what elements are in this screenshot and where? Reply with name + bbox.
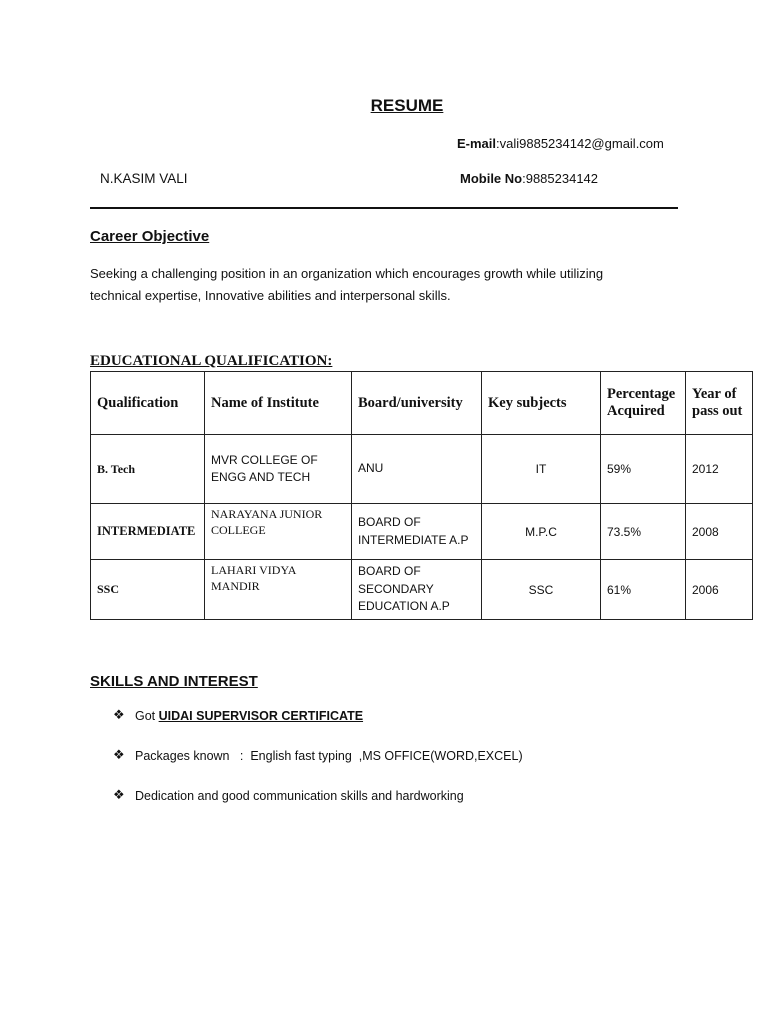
email-value: :vali9885234142@gmail.com <box>496 136 664 151</box>
row-year: 2012 <box>686 435 753 504</box>
header-percentage-line-2: Acquired <box>607 403 665 419</box>
mobile-value: :9885234142 <box>522 171 599 186</box>
institute-line-1: MVR COLLEGE OF <box>211 452 318 467</box>
mobile-label: Mobile No <box>460 171 523 186</box>
header-percentage <box>601 372 686 435</box>
row-qualification: INTERMEDIATE <box>91 504 205 560</box>
skill-text <box>135 709 363 723</box>
board-line-2: INTERMEDIATE A.P <box>358 532 469 547</box>
objective-line-2: technical expertise, Innovative abilities and interpersonal skills. <box>90 288 451 303</box>
table-row <box>91 560 753 620</box>
row-year: 2006 <box>686 560 753 620</box>
institute-line-2: ENGG AND TECH <box>211 470 311 484</box>
skill-text: Packages known : English fast typing ,MS OFFICE(WORD,EXCEL) <box>135 749 523 763</box>
row-percentage: 59% <box>601 435 686 504</box>
table-row <box>91 504 753 560</box>
skill-text: Dedication and good communication skills and hardworking <box>135 789 464 803</box>
header-board: Board/university <box>352 372 482 435</box>
row-percentage: 61% <box>601 560 686 620</box>
header-year-line-2: pass out <box>692 403 743 419</box>
skills-heading: SKILLS AND INTEREST <box>90 673 258 690</box>
row-subjects: SSC <box>482 560 601 620</box>
diamond-bullet-icon: ❖ <box>113 787 125 802</box>
row-subjects: IT <box>482 435 601 504</box>
row-year: 2008 <box>686 504 753 560</box>
email-label: E-mail <box>457 136 497 151</box>
header-year-line-1: Year of <box>692 386 737 402</box>
row-board: ANU <box>352 435 482 504</box>
header-qualification: Qualification <box>91 372 205 435</box>
certificate-name: UIDAI SUPERVISOR CERTIFICATE <box>158 709 364 723</box>
row-board <box>352 504 482 560</box>
institute-line-2: MANDIR <box>211 579 260 593</box>
row-institute <box>205 504 352 560</box>
education-heading: EDUCATIONAL QUALIFICATION: <box>90 353 333 369</box>
institute-line-1: LAHARI VIDYA <box>211 563 297 577</box>
row-subjects: M.P.C <box>482 504 601 560</box>
institute-line-1: NARAYANA JUNIOR <box>211 507 323 521</box>
table-row <box>91 435 753 504</box>
row-percentage: 73.5% <box>601 504 686 560</box>
header-institute: Name of Institute <box>205 372 352 435</box>
objective-line-1: Seeking a challenging position in an organization which encourages growth while utilizing <box>90 266 604 281</box>
resume-title: RESUME <box>370 96 444 115</box>
row-institute <box>205 560 352 620</box>
candidate-name: N.KASIM VALI <box>100 171 188 186</box>
row-qualification: SSC <box>91 560 205 620</box>
email-line <box>457 136 664 151</box>
mobile-line <box>460 171 598 186</box>
header-percentage-line-1: Percentage <box>607 386 676 402</box>
table-header-row <box>91 372 753 435</box>
career-objective-text <box>90 263 670 307</box>
row-institute <box>205 435 352 504</box>
skill-prefix: Got <box>135 709 159 723</box>
row-board <box>352 560 482 620</box>
career-objective-heading: Career Objective <box>90 228 210 245</box>
diamond-bullet-icon: ❖ <box>113 747 125 762</box>
row-qualification: B. Tech <box>91 435 205 504</box>
header-divider <box>90 207 678 209</box>
board-line-1: BOARD OF <box>358 515 421 529</box>
institute-line-2: COLLEGE <box>211 523 266 537</box>
education-table <box>90 371 753 620</box>
board-line-3: EDUCATION A.P <box>358 599 450 614</box>
board-line-1: BOARD OF <box>358 564 421 579</box>
header-subjects: Key subjects <box>482 372 601 435</box>
diamond-bullet-icon: ❖ <box>113 707 125 722</box>
header-year <box>686 372 753 435</box>
board-line-2: SECONDARY <box>358 581 434 596</box>
